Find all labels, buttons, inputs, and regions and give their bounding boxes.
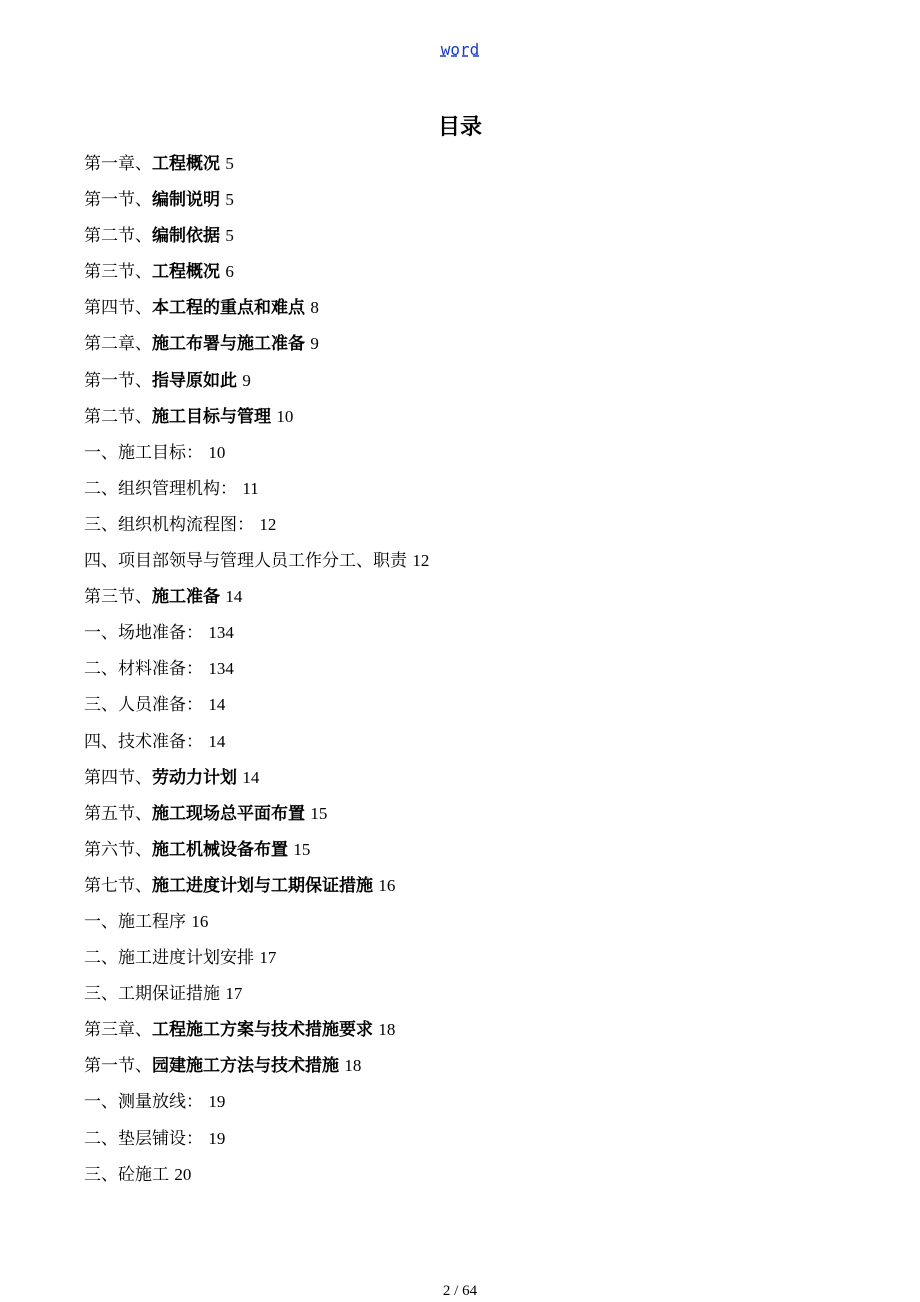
toc-entry-title: 施工目标： <box>118 442 203 463</box>
toc-entry-page-number: 12 <box>259 514 277 534</box>
toc-entry-page-number: 19 <box>208 1128 226 1148</box>
toc-entry-page-number: 14 <box>208 695 226 715</box>
toc-entry-prefix: 第二章、 <box>84 334 152 355</box>
toc-entry-prefix: 第四节、 <box>84 298 152 319</box>
toc-entry-prefix: 一、 <box>84 911 118 932</box>
toc-entry[interactable] <box>84 188 864 224</box>
toc-entry[interactable] <box>84 224 864 260</box>
page-number: 2 / 64 <box>442 1283 478 1299</box>
toc-entry-prefix: 第二节、 <box>84 406 152 427</box>
toc-entry-title: 编制依据 <box>152 226 220 247</box>
toc-entry-page-number: 9 <box>242 370 251 390</box>
toc-entry-prefix: 第三节、 <box>84 587 152 608</box>
toc-entry-page-number: 9 <box>310 334 319 354</box>
toc-entry-prefix: 四、 <box>84 731 118 752</box>
toc-entry-title: 材料准备： <box>118 659 203 680</box>
toc-entry-title: 人员准备： <box>118 695 203 716</box>
toc-entry-title: 施工机械设备布置 <box>152 839 288 860</box>
toc-entry-page-number: 14 <box>225 587 243 607</box>
toc-entry-page-number: 134 <box>208 659 234 679</box>
toc-entry-prefix: 三、 <box>84 984 118 1005</box>
toc-entry-page-number: 5 <box>225 226 234 246</box>
toc-entry[interactable] <box>84 332 864 368</box>
toc-entry-prefix: 第四节、 <box>84 767 152 788</box>
toc-entry[interactable] <box>84 730 864 766</box>
toc-entry[interactable] <box>84 982 864 1018</box>
toc-entry-prefix: 第一章、 <box>84 154 152 174</box>
toc-entry[interactable] <box>84 946 864 982</box>
toc-entry-page-number: 19 <box>208 1092 226 1112</box>
toc-entry-title: 施工程序 <box>118 911 186 932</box>
toc-entry-page-number: 18 <box>344 1056 362 1076</box>
toc-entry-title: 技术准备： <box>118 731 203 752</box>
toc-entry-title: 施工进度计划与工期保证措施 <box>152 875 373 896</box>
toc-entry[interactable] <box>84 405 864 441</box>
toc-entry-title: 工程概况 <box>152 154 220 174</box>
toc-entry-title: 劳动力计划 <box>152 767 237 788</box>
toc-entry-page-number: 5 <box>225 190 234 210</box>
toc-entry[interactable] <box>84 874 864 910</box>
toc-entry-prefix: 第一节、 <box>84 190 152 211</box>
toc-entry[interactable] <box>84 657 864 693</box>
toc-entry-prefix: 第五节、 <box>84 803 152 824</box>
toc-entry-title: 测量放线： <box>118 1092 203 1113</box>
toc-entry-title: 场地准备： <box>118 623 203 644</box>
toc-entry-prefix: 四、 <box>84 551 118 572</box>
table-of-contents <box>84 152 864 1199</box>
toc-entry-page-number: 134 <box>208 623 234 643</box>
toc-entry[interactable] <box>84 910 864 946</box>
toc-entry[interactable] <box>84 513 864 549</box>
toc-entry-prefix: 一、 <box>84 442 118 463</box>
toc-entry-title: 组织管理机构： <box>118 478 237 499</box>
toc-entry-prefix: 一、 <box>84 1092 118 1113</box>
toc-entry-page-number: 8 <box>310 298 319 318</box>
toc-entry-prefix: 三、 <box>84 695 118 716</box>
toc-entry-prefix: 三、 <box>84 1164 118 1185</box>
toc-entry[interactable] <box>84 1127 864 1163</box>
toc-entry-page-number: 14 <box>242 767 260 787</box>
toc-entry-prefix: 第二节、 <box>84 226 152 247</box>
toc-entry-page-number: 15 <box>293 839 311 859</box>
toc-entry[interactable] <box>84 549 864 585</box>
toc-entry-prefix: 二、 <box>84 948 118 969</box>
toc-entry-page-number: 15 <box>310 803 328 823</box>
toc-entry[interactable] <box>84 441 864 477</box>
toc-entry-page-number: 10 <box>208 442 226 462</box>
toc-entry-prefix: 第三章、 <box>84 1020 152 1041</box>
toc-entry[interactable] <box>84 838 864 874</box>
toc-entry-title: 项目部领导与管理人员工作分工、职责 <box>118 551 407 572</box>
toc-entry-prefix: 一、 <box>84 623 118 644</box>
toc-entry-title: 施工目标与管理 <box>152 406 271 427</box>
toc-entry[interactable] <box>84 1018 864 1054</box>
toc-entry-prefix: 二、 <box>84 1128 118 1149</box>
toc-entry[interactable] <box>84 693 864 729</box>
toc-entry-title: 本工程的重点和难点 <box>152 298 305 319</box>
toc-entry-title: 园建施工方法与技术措施 <box>152 1056 339 1077</box>
toc-entry-prefix: 第三节、 <box>84 262 152 283</box>
toc-entry-prefix: 二、 <box>84 478 118 499</box>
toc-entry-title: 施工准备 <box>152 587 220 608</box>
toc-entry-title: 砼施工 <box>118 1164 169 1185</box>
toc-entry-page-number: 5 <box>225 154 234 173</box>
toc-entry-page-number: 18 <box>378 1020 396 1040</box>
toc-entry-page-number: 14 <box>208 731 226 751</box>
toc-entry-title: 施工进度计划安排 <box>118 948 254 969</box>
toc-entry[interactable] <box>84 766 864 802</box>
toc-entry-page-number: 6 <box>225 262 234 282</box>
toc-entry-title: 垫层铺设： <box>118 1128 203 1149</box>
toc-entry[interactable] <box>84 369 864 405</box>
toc-entry-page-number: 16 <box>378 875 396 895</box>
toc-entry[interactable] <box>84 1163 864 1199</box>
toc-entry-title: 指导原如此 <box>152 370 237 391</box>
toc-entry-title: 工程施工方案与技术措施要求 <box>152 1020 373 1041</box>
toc-entry-prefix: 第七节、 <box>84 875 152 896</box>
header-word-link[interactable]: word <box>440 40 480 59</box>
toc-entry-page-number: 17 <box>225 984 243 1004</box>
toc-entry-title: 工期保证措施 <box>118 984 220 1005</box>
toc-title: 目录 <box>437 115 482 140</box>
toc-entry-title: 施工现场总平面布置 <box>152 803 305 824</box>
toc-entry-title: 组织机构流程图： <box>118 514 254 535</box>
toc-entry[interactable] <box>84 1090 864 1126</box>
toc-entry-title: 工程概况 <box>152 262 220 283</box>
toc-entry-prefix: 第一节、 <box>84 1056 152 1077</box>
toc-entry-page-number: 10 <box>276 406 294 426</box>
toc-entry[interactable] <box>84 621 864 657</box>
toc-entry-page-number: 20 <box>174 1164 192 1184</box>
toc-entry[interactable] <box>84 152 864 188</box>
toc-entry[interactable] <box>84 802 864 838</box>
toc-entry-prefix: 第六节、 <box>84 839 152 860</box>
toc-entry[interactable] <box>84 585 864 621</box>
toc-entry-prefix: 二、 <box>84 659 118 680</box>
toc-entry-page-number: 11 <box>242 478 259 498</box>
toc-entry-title: 编制说明 <box>152 190 220 211</box>
toc-entry-title: 施工布署与施工准备 <box>152 334 305 355</box>
toc-entry[interactable] <box>84 477 864 513</box>
toc-entry[interactable] <box>84 1054 864 1090</box>
toc-entry-page-number: 17 <box>259 948 277 968</box>
toc-entry-prefix: 三、 <box>84 514 118 535</box>
toc-entry-prefix: 第一节、 <box>84 370 152 391</box>
toc-entry[interactable] <box>84 296 864 332</box>
toc-entry[interactable] <box>84 260 864 296</box>
toc-entry-page-number: 16 <box>191 911 209 931</box>
toc-entry-page-number: 12 <box>412 551 430 571</box>
